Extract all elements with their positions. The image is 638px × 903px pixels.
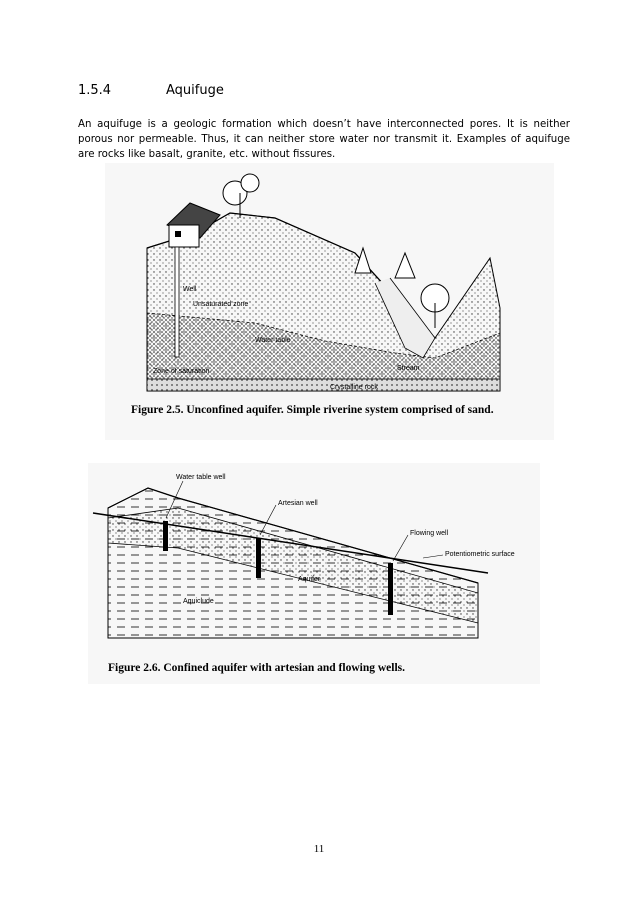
figure-confined-aquifer [88, 463, 540, 684]
well-pipe [175, 247, 179, 357]
label-zone-of-saturation: Zone of saturation [153, 368, 210, 375]
flowing-well [388, 563, 393, 615]
tree-icon [355, 248, 415, 278]
section-number: 1.5.4 [78, 83, 112, 98]
unconfined-aquifer-diagram [105, 163, 554, 440]
label-water-table-well: Water table well [176, 474, 226, 481]
confined-aquifer-diagram [88, 463, 540, 684]
label-artesian-well: Artesian well [278, 500, 318, 507]
label-stream: Stream [397, 365, 420, 372]
label-crystalline-rock: Crystalline rock [330, 384, 378, 391]
artesian-well [256, 538, 261, 578]
figure-caption: Figure 2.6. Confined aquifer with artesian and flowing wells. [108, 662, 405, 674]
body-paragraph: An aquifuge is a geologic formation which doesn’t have interconnected pores. It is neither porous nor permeable. Thus, it can neither store water nor transmit it. Examples of aquifuge are rocks like basalt, granite, etc. without fissures. [78, 119, 570, 160]
figure-caption: Figure 2.5. Unconfined aquifer. Simple riverine system comprised of sand. [131, 404, 494, 416]
tree-icon [421, 284, 449, 328]
section-heading [78, 83, 558, 98]
page-number: 11 [313, 843, 325, 855]
label-potentiometric-surface: Potentiometric surface [445, 551, 515, 558]
label-aquiclude: Aquiclude [183, 598, 214, 605]
label-well: Well [183, 286, 197, 293]
label-unsaturated-zone: Unsaturated zone [193, 301, 249, 308]
label-water-table: Water table [255, 337, 291, 344]
figure-unconfined-aquifer [105, 163, 554, 440]
label-flowing-well: Flowing well [410, 530, 449, 537]
water-table-well [163, 521, 168, 551]
section-title: Aquifuge [166, 83, 224, 98]
label-aquifer: Aquifer [298, 576, 321, 583]
tree-icon [223, 174, 259, 218]
